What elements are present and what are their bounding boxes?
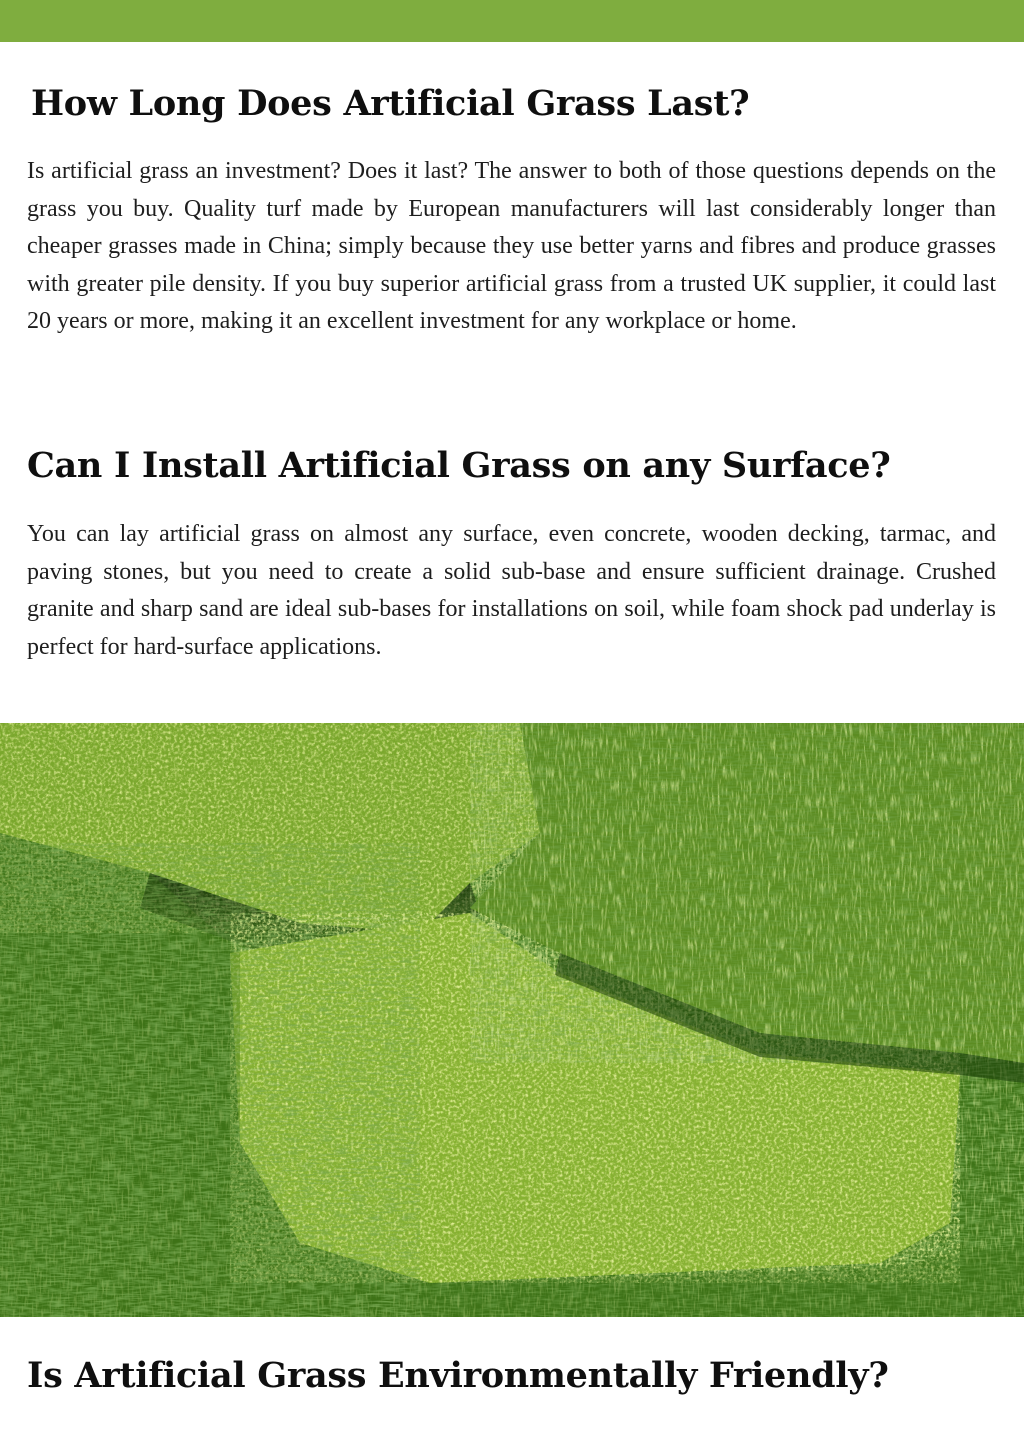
paragraph-install-surface: You can lay artificial grass on almost any surface, even concrete, wooden decking, tarmac, and paving stones, but you need to create a solid sub-base and ensure sufficient drainage. Crushed granite and sharp sand are ideal sub-bases for installations on soil, while foam shock pad underlay is perfect for hard-surface applications. [27,521,996,660]
heading-environmentally-friendly: Is Artificial Grass Environmentally Friendly? [27,1355,889,1396]
artificial-grass-photo [0,723,1024,1317]
heading-install-surface: Can I Install Artificial Grass on any Surface? [27,445,891,486]
paragraph-how-long: Is artificial grass an investment? Does it last? The answer to both of those questions depends on the grass you buy. Quality turf made by European manufacturers will last considerably longer than cheaper grasses made in China; simply because they use better yarns and fibres and produce grasses with greater pile density. If you buy superior artificial grass from a trusted UK supplier, it could last 20 years or more, making it an excellent investment for any workplace or home. [27,158,996,334]
heading-how-long: How Long Does Artificial Grass Last? [31,83,750,124]
header-bar [0,0,1024,42]
